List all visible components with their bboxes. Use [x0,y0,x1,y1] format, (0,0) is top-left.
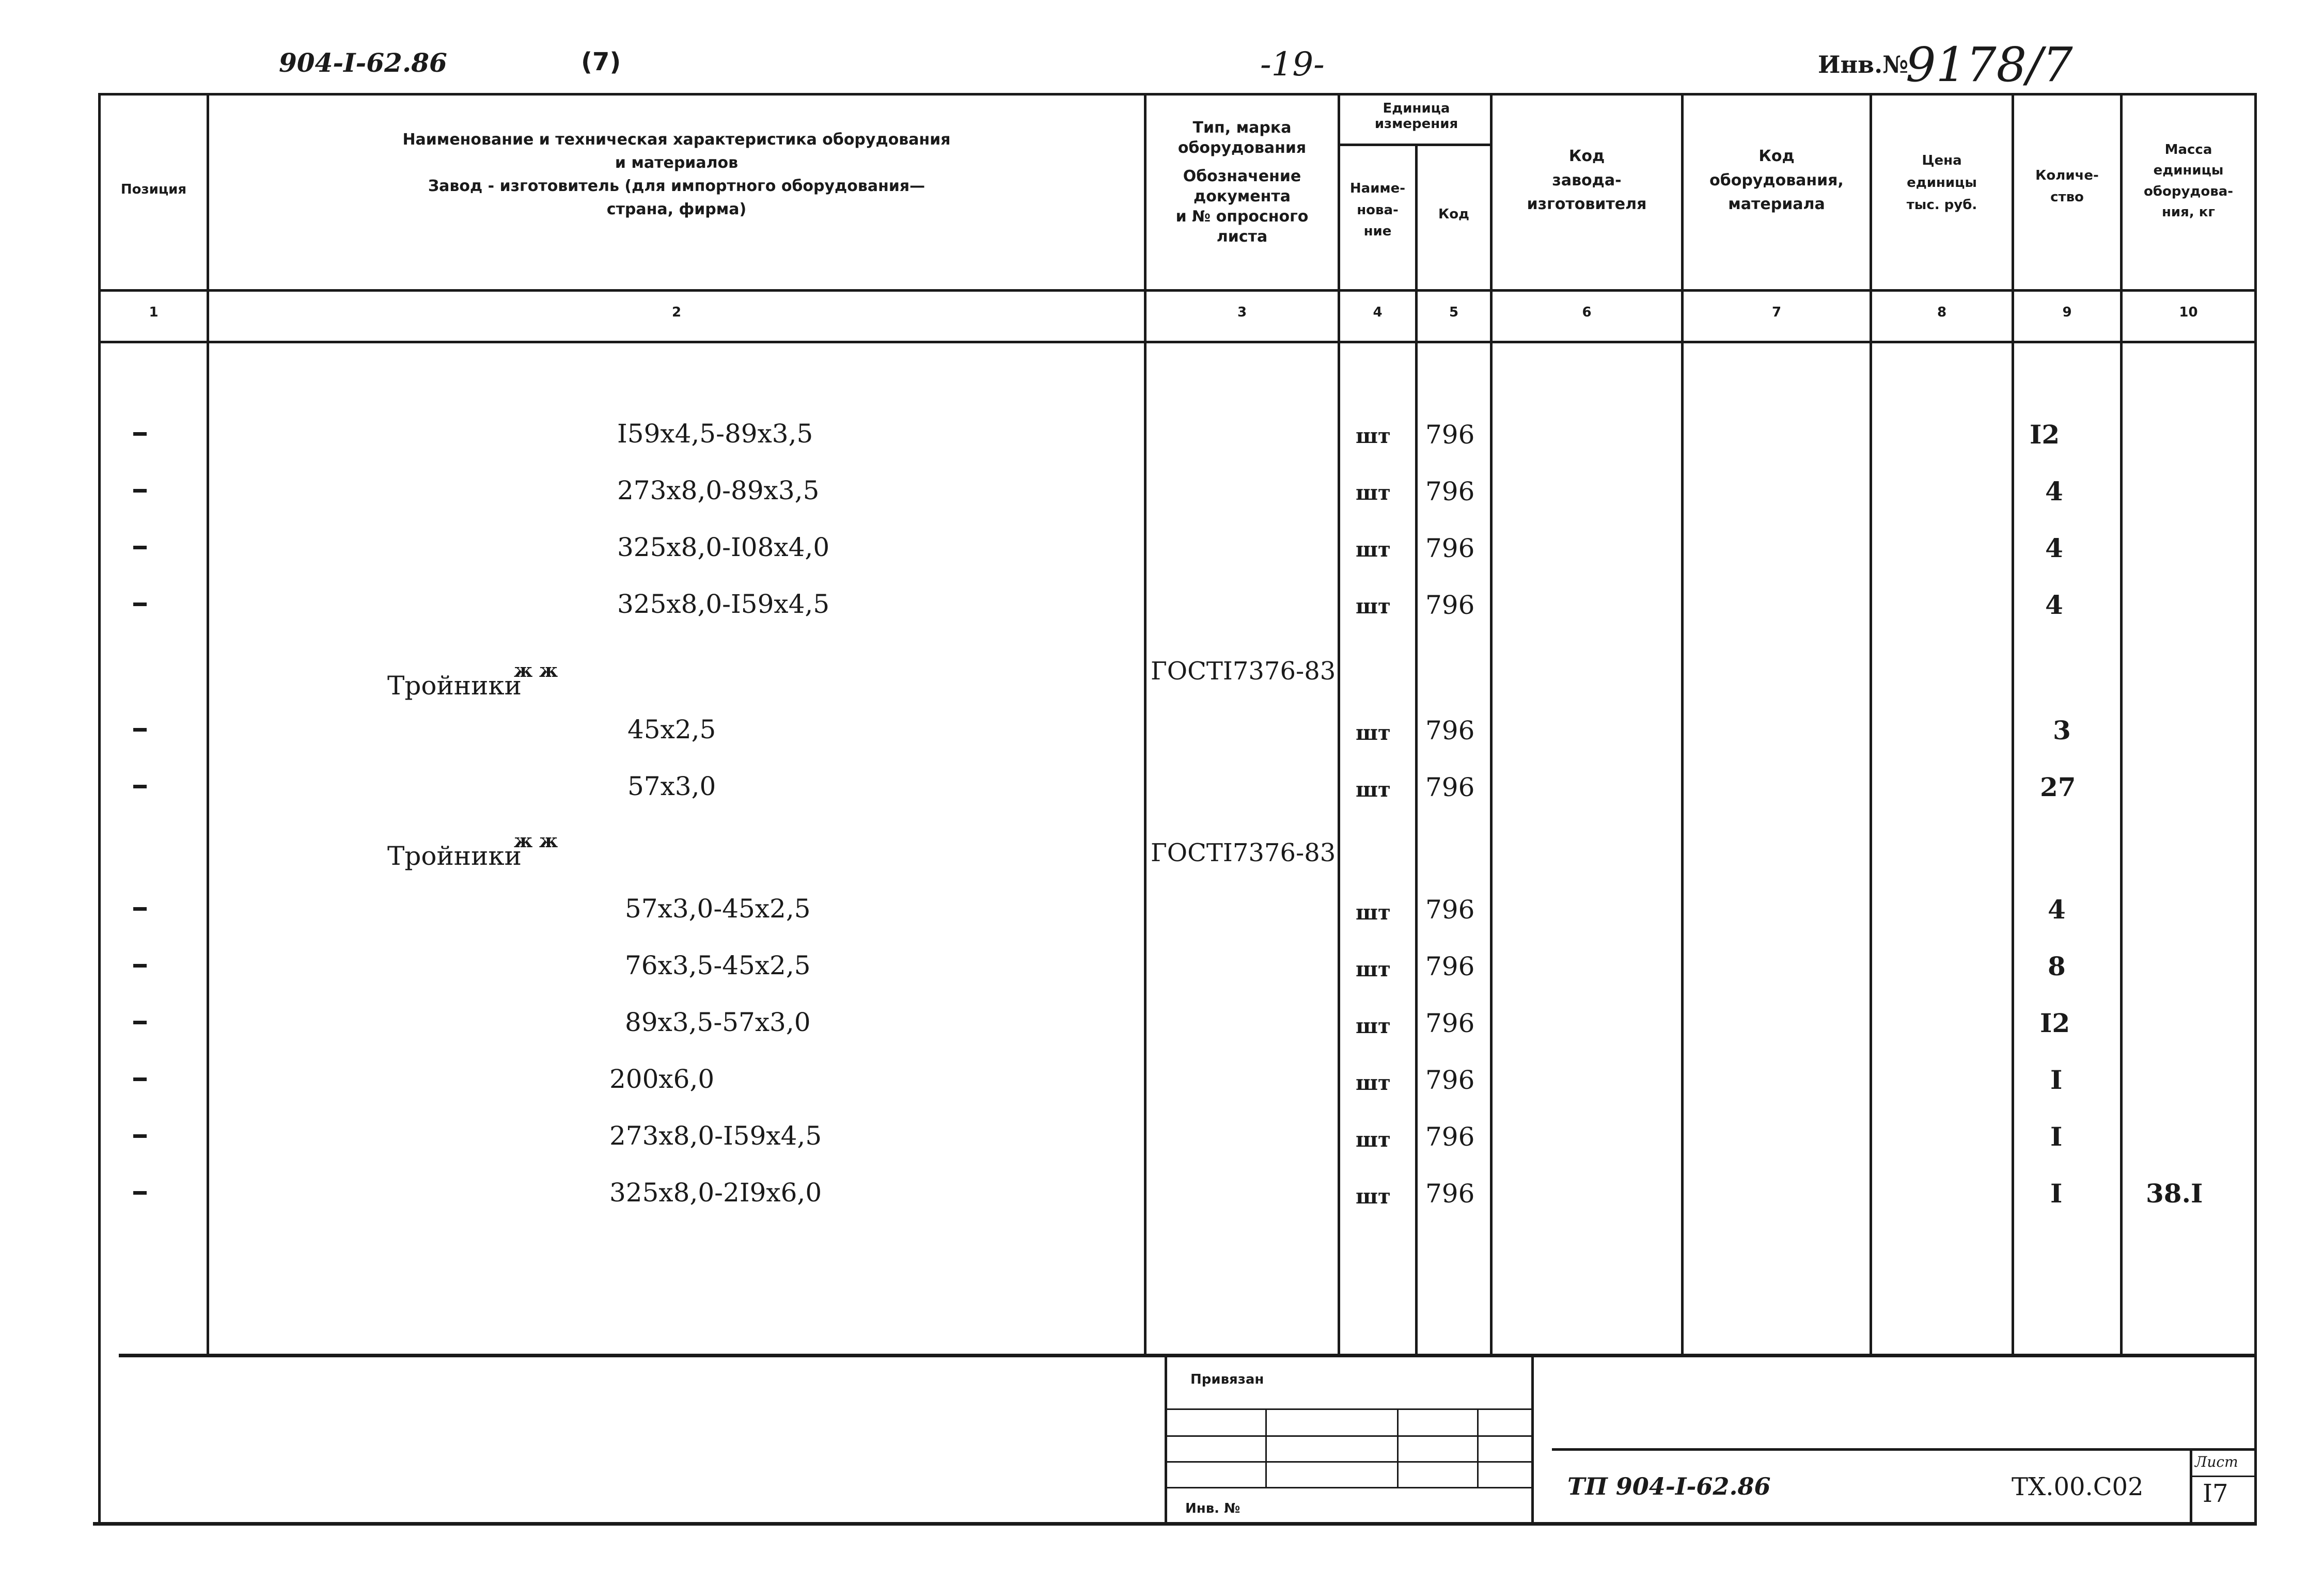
row-quantity: I [2050,1178,2063,1209]
colnum-2: 2 [671,305,682,320]
row-unit: шт [1356,957,1391,981]
stamp-top-line [119,1354,2257,1357]
stamp-sheet-hline [2190,1476,2254,1477]
header-unit-code: Код [1438,207,1470,222]
col-divider-6 [1681,93,1684,1355]
header-type-line6: листа [1216,228,1268,246]
header-name-line2: и материалов [615,154,739,172]
header-name-line4: страна, фирма) [606,200,747,218]
row-position-dash [133,603,147,606]
colnum-6: 6 [1582,305,1592,320]
group-title: Тройники [387,841,522,871]
row-position-dash [133,728,147,732]
stamp-sheet-number: I7 [2203,1479,2228,1508]
row-quantity: 3 [2053,715,2071,746]
group-mark: ж ж [514,830,558,852]
row-name: 45x2,5 [627,715,716,744]
col-divider-2 [1144,93,1147,1355]
header-type-line4: документа [1194,187,1291,205]
header-unit-group-line1: Единица [1383,101,1450,116]
stamp-project-code: ТП 904-I-62.86 [1567,1472,1771,1500]
header-price-line2: единицы [1907,175,1977,191]
group-title: Тройники [387,671,522,701]
row-position-dash [133,546,147,549]
row-name: 57x3,0 [627,771,716,801]
row-unit: шт [1356,537,1391,562]
group-standard: ГОСТI7376-83 [1151,838,1336,867]
row-quantity: I2 [2040,1008,2070,1038]
col-divider-8 [2012,93,2014,1355]
colnum-3: 3 [1237,305,1247,320]
header-equipment-code-line3: материала [1728,195,1825,213]
row-quantity: 4 [2045,533,2063,563]
table-right-border [2254,93,2257,1523]
page-number: -19- [1260,45,1325,84]
header-type-line5: и № опросного [1175,208,1309,226]
header-name [209,128,1144,221]
row-quantity: 8 [2048,951,2066,981]
colnum-1: 1 [149,305,159,320]
header-quantity-line1: Количе- [2035,168,2099,183]
row-unit: шт [1356,721,1391,745]
inv-label: Инв.№ [1818,51,1909,78]
stamp-linked-left [1165,1354,1167,1524]
colnum-7: 7 [1771,305,1782,320]
row-position-dash [133,907,147,911]
header-unit-name-line2: нова- [1357,202,1399,218]
header-plant-code-line3: изготовителя [1527,195,1647,213]
header-unit-group [1340,101,1493,132]
header-unit-group-line2: измерения [1374,116,1458,132]
row-unit-code: 796 [1425,716,1475,746]
header-equipment-code-line2: оборудования, [1709,171,1844,189]
row-unit: шт [1356,778,1391,802]
part-number: (7) [581,47,621,76]
header-plant-code [1493,145,1681,217]
header-equipment-code [1684,145,1870,217]
group-mark: ж ж [514,660,558,681]
stamp-linked-div2 [1397,1408,1399,1487]
row-unit: шт [1356,424,1391,448]
header-name-line1: Наименование и техническая характеристика оборудования [402,131,951,149]
row-name: 89x3,5-57x3,0 [625,1007,811,1037]
header-type-line2: оборудования [1177,139,1307,157]
stamp-linked-div3 [1477,1408,1479,1487]
frame-bottom-line [93,1522,2257,1526]
row-quantity: 4 [2045,590,2063,620]
stamp-linked-div1 [1265,1408,1267,1487]
col-divider-5 [1490,93,1493,1355]
row-unit-code: 796 [1425,420,1475,450]
row-position-dash [133,1134,147,1138]
row-unit: шт [1356,1184,1391,1209]
row-unit: шт [1356,900,1391,925]
row-position-dash [133,964,147,968]
row-position-dash [133,1077,147,1081]
header-mass-line2: единицы [2153,163,2224,179]
row-position-dash [133,785,147,788]
header-type-line1: Тип, марка [1192,119,1292,137]
stamp-linked-right [1531,1354,1534,1524]
col-divider-3 [1338,93,1340,1355]
header-type-line3: Обозначение [1183,167,1301,185]
row-position-dash [133,489,147,493]
header-mass-line4: ния, кг [2161,204,2216,220]
header-unit-name-line3: ние [1363,224,1392,240]
row-name: 57x3,0-45x2,5 [625,894,811,924]
stamp-title-line [1552,1448,2254,1451]
col-divider-7 [1870,93,1872,1355]
colnum-10: 10 [2179,305,2198,320]
stamp-sheet-divider [2190,1448,2192,1523]
row-name: 325x8,0-2I9x6,0 [609,1178,822,1208]
row-name: 76x3,5-45x2,5 [625,950,811,980]
header-mass-line3: оборудова- [2143,183,2234,199]
row-unit-code: 796 [1425,952,1475,981]
stamp-linked-line3 [1165,1461,1531,1463]
inv-number: 9178/7 [1906,37,2073,92]
header-mass-line1: Масса [2164,142,2212,157]
row-quantity: 4 [2045,476,2063,506]
header-quantity-line2: ство [2050,189,2084,205]
row-unit-code: 796 [1425,477,1475,506]
col-divider-1 [207,93,209,1355]
row-name: 325x8,0-I08x4,0 [617,532,830,562]
stamp-linked-label: Привязан [1190,1372,1264,1387]
header-plant-code-line2: завода- [1552,171,1622,189]
row-quantity: 27 [2040,772,2076,802]
row-quantity: 4 [2048,894,2066,925]
row-unit: шт [1356,594,1391,619]
row-unit-code: 796 [1425,590,1475,620]
row-quantity: I2 [2030,419,2060,450]
header-price-line1: Цена [1922,153,1962,168]
header-quantity [2014,165,2120,208]
header-position: Позиция [120,182,187,197]
row-unit-code: 796 [1425,533,1475,563]
stamp-inv-label: Инв. № [1185,1501,1240,1516]
header-type [1147,118,1338,247]
row-unit: шт [1356,1071,1391,1095]
col-divider-4 [1415,144,1418,1355]
row-name: I59x4,5-89x3,5 [617,419,813,449]
stamp-sheet-code: ТХ.00.С02 [2012,1472,2144,1501]
colnum-9: 9 [2062,305,2072,320]
stamp-sheet-label: Лист [2195,1453,2238,1470]
row-unit: шт [1356,1128,1391,1152]
header-name-line3: Завод - изготовитель (для импортного оборудования— [428,177,925,195]
row-unit-code: 796 [1425,1065,1475,1095]
row-unit: шт [1356,481,1391,505]
row-position-dash [133,432,147,436]
group-standard: ГОСТI7376-83 [1151,657,1336,686]
row-position-dash [133,1021,147,1024]
row-name: 325x8,0-I59x4,5 [617,589,830,619]
stamp-linked-line2 [1165,1435,1531,1437]
row-unit-code: 796 [1425,1179,1475,1209]
row-quantity: I [2050,1121,2063,1152]
row-mass: 38.I [2146,1178,2203,1209]
table-top-border [98,93,2257,96]
row-name: 273x8,0-I59x4,5 [609,1121,822,1151]
colnum-4: 4 [1373,305,1383,320]
row-unit: шт [1356,1014,1391,1038]
row-name: 273x8,0-89x3,5 [617,476,820,505]
header-equipment-code-line1: Код [1758,147,1795,165]
row-unit-code: 796 [1425,1008,1475,1038]
colnum-8: 8 [1937,305,1947,320]
stamp-linked-line1 [1165,1408,1531,1410]
colnum-5: 5 [1449,305,1459,320]
doc-code: 904-I-62.86 [279,47,447,78]
row-name: 200x6,0 [609,1064,715,1094]
header-plant-code-line1: Код [1568,147,1605,165]
row-quantity: I [2050,1065,2063,1095]
stamp-linked-line4 [1165,1487,1531,1488]
row-unit-code: 796 [1425,772,1475,802]
header-unit-name [1340,178,1415,243]
colnum-bottom-line [98,341,2257,343]
row-unit-code: 796 [1425,895,1475,925]
row-unit-code: 796 [1425,1122,1475,1152]
header-price-line3: тыс. руб. [1906,197,1977,213]
row-position-dash [133,1191,147,1195]
header-price [1872,150,2012,216]
header-mass [2123,139,2254,223]
col-divider-9 [2120,93,2123,1355]
header-bottom-line [98,289,2257,292]
header-unit-name-line1: Наиме- [1349,181,1406,196]
